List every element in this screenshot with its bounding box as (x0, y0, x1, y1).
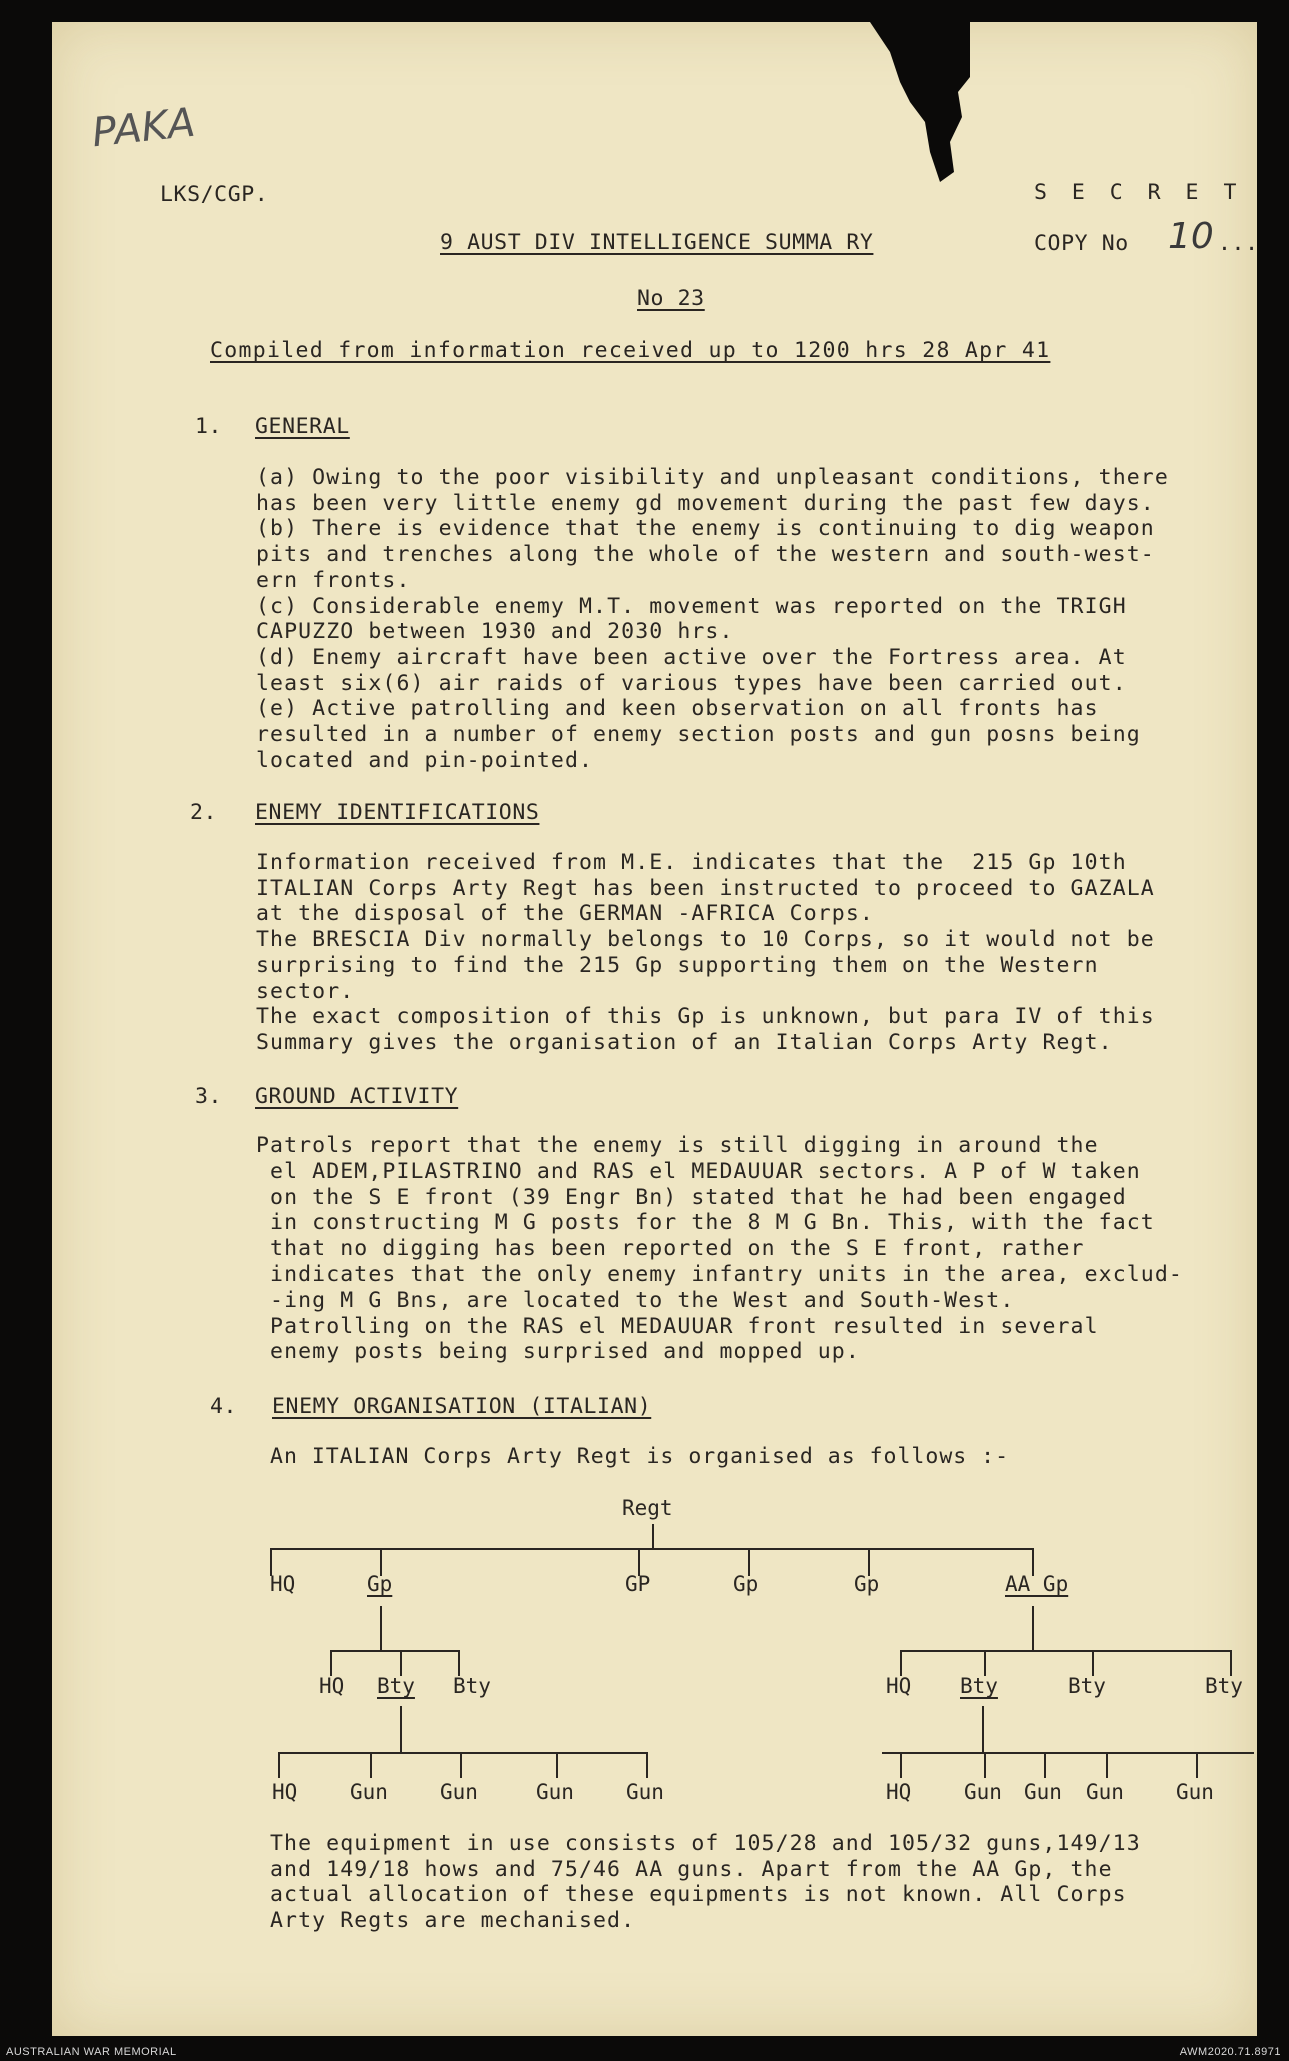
body-line: (b) There is evidence that the enemy is continuing to dig weapon (256, 516, 1155, 542)
body-line: sector. (256, 978, 355, 1004)
body-line: surprising to find the 215 Gp supporting them on the Western (256, 952, 1099, 978)
reference-code: LKS/CGP. (160, 182, 269, 207)
copy-label: COPY No (1034, 231, 1129, 256)
org-gp-hq: HQ (319, 1674, 345, 1698)
body-line: (c) Considerable enemy M.T. movement was reported on the TRIGH (256, 593, 1127, 619)
body-line: ern fronts. (256, 567, 411, 593)
body-line: enemy posts being surprised and mopped up. (256, 1339, 860, 1365)
body-line: Information received from M.E. indicates that the 215 Gp 10th (256, 850, 1127, 875)
org-aa-gun: Gun (1176, 1780, 1214, 1804)
classification: S E C R E T (1034, 180, 1243, 205)
org-aa-hq: HQ (886, 1674, 912, 1698)
org-aa-bty: Bty (1068, 1674, 1106, 1698)
body-line: actual allocation of these equipments is not known. All Corps (270, 1882, 1127, 1908)
org-gp-gun: Gun (350, 1780, 388, 1804)
body-line: Patrols report that the enemy is still digging in around the (256, 1133, 1099, 1158)
body-line: indicates that the only enemy infantry units in the area, exclud- (256, 1262, 1183, 1287)
body-line: CAPUZZO between 1930 and 2030 hrs. (256, 619, 734, 645)
body-line: el ADEM,PILASTRINO and RAS el MEDAUUAR sectors. A P of W taken (256, 1158, 1141, 1184)
body-line: located and pin-pointed. (256, 747, 594, 773)
org-aa-gun-hq: HQ (886, 1780, 912, 1804)
body-line: least six(6) air raids of various types have been carried out. (256, 670, 1127, 696)
org-gp-gun: Gun (440, 1780, 478, 1804)
summary-number: No 23 (637, 286, 705, 311)
org-l1-gp: Gp (733, 1572, 759, 1596)
body-line: The exact composition of this Gp is unknown, but para IV of this (256, 1004, 1155, 1030)
body-line: that no digging has been reported on the S E front, rather (256, 1236, 1085, 1262)
body-line: pits and trenches along the whole of the western and south-west- (256, 542, 1155, 568)
body-line: (e) Active patrolling and keen observation on all fronts has (256, 696, 1099, 722)
org-gp-bty: Bty (453, 1674, 491, 1698)
org-l1-hq: HQ (270, 1572, 296, 1596)
copy-dots: ... (1218, 231, 1259, 256)
body-line: Arty Regts are mechanised. (270, 1908, 636, 1934)
org-l1-gp: Gp (854, 1572, 880, 1596)
org-intro: An ITALIAN Corps Arty Regt is organised as follows :- (270, 1444, 1010, 1469)
compiled-line: Compiled from information received up to 1200 hrs 28 Apr 41 (210, 338, 1051, 363)
section-number: 4. (210, 1394, 238, 1419)
org-aa-gun: Gun (964, 1780, 1002, 1804)
section-heading: GROUND ACTIVITY (255, 1084, 459, 1109)
org-aa-gun: Gun (1086, 1780, 1124, 1804)
body-line: -ing M G Bns, are located to the West and South-West. (256, 1287, 1015, 1313)
body-line: (a) Owing to the poor visibility and unpleasant conditions, there (256, 465, 1169, 490)
body-line: Patrolling on the RAS el MEDAUUAR front resulted in several (256, 1313, 1099, 1339)
document-title: 9 AUST DIV INTELLIGENCE SUMMA RY (440, 230, 874, 255)
body-line: has been very little enemy gd movement during the past few days. (256, 490, 1155, 516)
body-line: resulted in a number of enemy section posts and gun posns being (256, 722, 1141, 747)
org-l1-gp: GP (625, 1572, 651, 1596)
section-heading: ENEMY IDENTIFICATIONS (255, 800, 540, 825)
section-heading: GENERAL (255, 414, 350, 439)
body-line: (d) Enemy aircraft have been active over the Fortress area. At (256, 644, 1127, 670)
org-gp-gun: Gun (626, 1780, 664, 1804)
section-number: 3. (195, 1084, 223, 1109)
org-gp-bty: Bty (377, 1674, 415, 1698)
org-aa-bty: Bty (960, 1674, 998, 1698)
org-l1-aa-gp: AA Gp (1005, 1572, 1069, 1596)
org-l1-gp: Gp (367, 1572, 393, 1596)
org-gp-gun: Gun (536, 1780, 574, 1804)
copy-number: 10 (1168, 216, 1214, 257)
org-gp-gun-hq: HQ (272, 1780, 298, 1804)
section-number: 2. (190, 800, 218, 825)
body-line: in constructing M G posts for the 8 M G Bn. This, with the fact (256, 1210, 1155, 1236)
section-number: 1. (195, 414, 223, 439)
org-root: Regt (622, 1496, 673, 1520)
body-line: Summary gives the organisation of an Italian Corps Arty Regt. (256, 1029, 1113, 1055)
paper-tear (870, 22, 970, 182)
body-line: at the disposal of the GERMAN -AFRICA Corps. (256, 901, 874, 927)
body-line: ITALIAN Corps Arty Regt has been instructed to proceed to GAZALA (256, 875, 1155, 901)
body-line: on the S E front (39 Engr Bn) stated that he had been engaged (256, 1184, 1127, 1210)
body-line: The equipment in use consists of 105/28 and 105/32 guns,149/13 (270, 1831, 1141, 1856)
section-heading: ENEMY ORGANISATION (ITALIAN) (272, 1394, 652, 1419)
footer-accession: AWM2020.71.8971 (1179, 2046, 1281, 2058)
org-aa-bty: Bty (1205, 1674, 1243, 1698)
handwritten-mark: PAKA (89, 99, 198, 157)
footer-credit: AUSTRALIAN WAR MEMORIAL (6, 2046, 177, 2058)
body-line: The BRESCIA Div normally belongs to 10 Corps, so it would not be (256, 927, 1155, 953)
org-aa-gun: Gun (1024, 1780, 1062, 1804)
body-line: and 149/18 hows and 75/46 AA guns. Apart from the AA Gp, the (270, 1856, 1113, 1882)
